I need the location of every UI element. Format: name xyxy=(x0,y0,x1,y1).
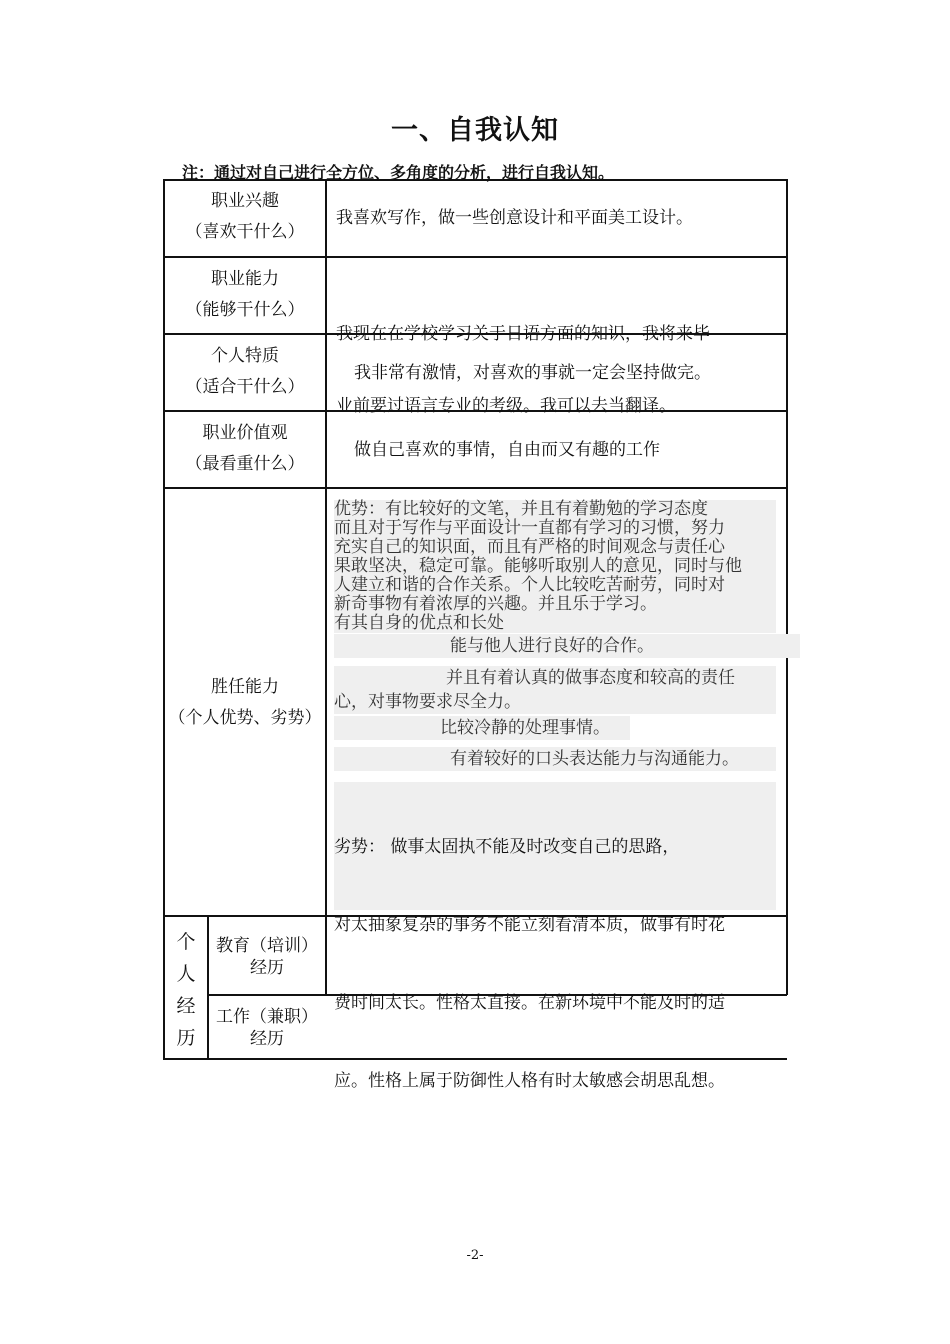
row-label: 职业价值观 xyxy=(202,423,288,443)
education-label xyxy=(209,935,325,979)
strengths-line: 充实自己的知识面，而且有严格的时间观念与责任心 xyxy=(334,537,725,557)
table-right-border xyxy=(786,179,788,995)
weakness-line: 劣势： 做事太固执不能及时改变自己的思路， xyxy=(334,837,680,857)
strength-point-line: 心，对事物要求尽全力。 xyxy=(334,692,521,712)
row-label: 经历 xyxy=(250,1029,284,1049)
row-label: 教育（培训） xyxy=(216,936,318,956)
weakness-line: 应。性格上属于防御性人格有时太敏感会胡思乱想。 xyxy=(334,1071,725,1091)
row-sublabel: （最看重什么） xyxy=(185,454,305,474)
strength-point: 能与他人进行良好的合作。 xyxy=(334,634,800,658)
weakness-line: 费时间太长。性格太直接。在新环境中不能及时的适 xyxy=(334,993,725,1013)
vertical-char: 人 xyxy=(176,963,196,985)
note-text: 注：通过对自己进行全方位、多角度的分析，进行自我认知。 xyxy=(182,163,615,182)
row-label: 经历 xyxy=(250,958,284,978)
vertical-char: 个 xyxy=(176,931,196,953)
strengths-paragraph xyxy=(334,500,776,633)
career-ability-label xyxy=(165,264,325,326)
row-sublabel: （能够干什么） xyxy=(185,300,305,320)
column-divider xyxy=(325,916,327,995)
strengths-line: 优势：有比较好的文笔，并且有着勤勉的学习态度 xyxy=(334,499,708,519)
content-line: 业前要过语言专业的考级。我可以去当翻译。 xyxy=(336,396,676,416)
weakness-paragraph xyxy=(334,782,776,1091)
strengths-line: 人建立和谐的合作关系。个人比较吃苦耐劳，同时对 xyxy=(334,575,725,595)
row-sublabel: （个人优势、劣势） xyxy=(168,708,322,728)
row-label: 工作（兼职） xyxy=(216,1007,318,1027)
column-divider xyxy=(325,179,327,916)
row-label: 胜任能力 xyxy=(211,677,279,697)
personal-experience-label xyxy=(171,926,201,1054)
personal-traits-content: 我非常有激情，对喜欢的事就一定会坚持做完。 xyxy=(354,363,711,383)
strengths-line: 而且对于写作与平面设计一直都有学习的习惯，努力 xyxy=(334,518,725,538)
strengths-line: 果敢坚决，稳定可靠。能够听取别人的意见，同时与他 xyxy=(334,556,742,576)
career-values-content: 做自己喜欢的事情，自由而又有趣的工作 xyxy=(354,440,660,460)
table-top-border xyxy=(163,179,787,181)
weakness-line: 对太抽象复杂的事务不能立刻看清本质，做事有时花 xyxy=(334,915,725,935)
vertical-char: 经 xyxy=(176,995,196,1017)
strengths-line: 新奇事物有着浓厚的兴趣。并且乐于学习。 xyxy=(334,594,657,614)
row-divider xyxy=(163,256,787,258)
row-divider xyxy=(163,487,787,489)
row-label: 职业能力 xyxy=(211,269,279,289)
career-interest-label xyxy=(165,186,325,248)
strength-point: 有着较好的口头表达能力与沟通能力。 xyxy=(334,747,776,771)
personal-traits-label xyxy=(165,341,325,403)
row-sublabel: （适合干什么） xyxy=(185,377,305,397)
career-ability-content xyxy=(336,274,710,442)
career-interest-content: 我喜欢写作，做一些创意设计和平面美工设计。 xyxy=(336,208,693,228)
content-line: 我现在在学校学习关于日语方面的知识，我将来毕 xyxy=(336,324,710,344)
strength-point xyxy=(334,666,776,714)
page-title: 一、自我认知 xyxy=(391,115,559,146)
row-sublabel: （喜欢干什么） xyxy=(185,222,305,242)
career-values-label xyxy=(165,418,325,480)
page-number: -2- xyxy=(466,1248,484,1263)
row-label: 职业兴趣 xyxy=(211,191,279,211)
row-label: 个人特质 xyxy=(211,346,279,366)
work-label xyxy=(209,1006,325,1050)
vertical-char: 历 xyxy=(176,1027,196,1049)
strengths-line: 有其自身的优点和长处 xyxy=(334,613,504,633)
strength-point: 比较冷静的处理事情。 xyxy=(334,716,630,740)
competence-label xyxy=(165,672,325,734)
strength-point-line: 并且有着认真的做事态度和较高的责任 xyxy=(446,668,735,688)
